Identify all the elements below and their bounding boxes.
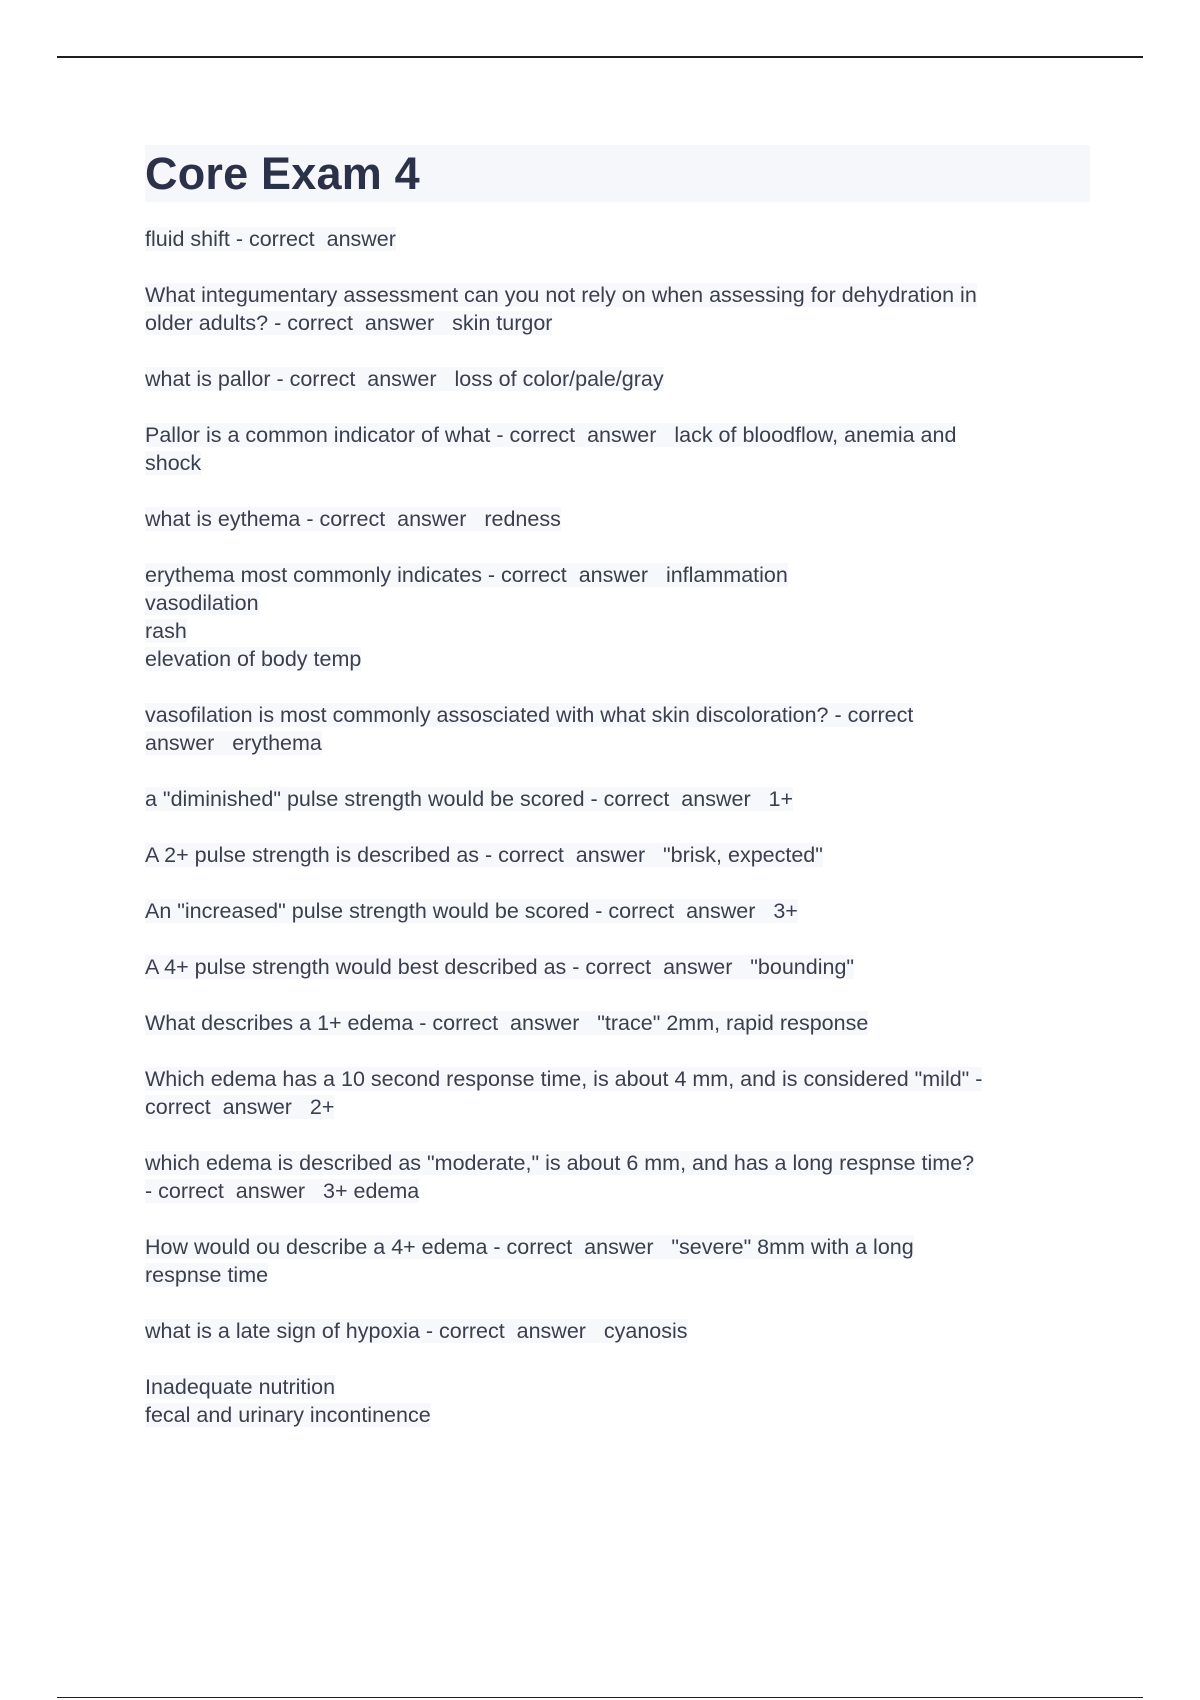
qa-item	[145, 561, 1090, 673]
qa-item	[145, 281, 1090, 337]
qa-text: A 2+ pulse strength is described as - correct answer "brisk, expected"	[145, 843, 823, 867]
qa-item	[145, 1233, 1090, 1289]
qa-text: what is eythema - correct answer redness	[145, 507, 561, 531]
qa-item	[145, 785, 1090, 813]
qa-item	[145, 897, 1090, 925]
qa-text: what is pallor - correct answer loss of color/pale/gray	[145, 367, 664, 391]
qa-item	[145, 365, 1090, 393]
bottom-rule	[57, 1697, 1143, 1698]
qa-text: vasofilation is most commonly assosciated with what skin discoloration? - correct answer erythema	[145, 703, 914, 755]
qa-item	[145, 701, 1090, 757]
qa-text: How would ou describe a 4+ edema - correct answer "severe" 8mm with a long respnse time	[145, 1235, 914, 1287]
qa-text: What describes a 1+ edema - correct answer "trace" 2mm, rapid response	[145, 1011, 869, 1035]
qa-text: what is a late sign of hypoxia - correct answer cyanosis	[145, 1319, 688, 1343]
title-box	[145, 145, 1090, 202]
qa-item	[145, 1317, 1090, 1345]
qa-text: which edema is described as "moderate," is about 6 mm, and has a long respnse time? - correct answer 3+ edema	[145, 1151, 975, 1203]
qa-text: Pallor is a common indicator of what - correct answer lack of bloodflow, anemia and shock	[145, 423, 957, 475]
qa-item	[145, 1149, 1090, 1205]
qa-text: a "diminished" pulse strength would be scored - correct answer 1+	[145, 787, 794, 811]
qa-item	[145, 1065, 1090, 1121]
qa-list	[145, 225, 1090, 1429]
qa-item	[145, 1009, 1090, 1037]
qa-text: erythema most commonly indicates - correct answer inflammation vasodilation rash elevation of body temp	[145, 563, 788, 671]
qa-item	[145, 421, 1090, 477]
qa-item	[145, 1373, 1090, 1429]
qa-text: A 4+ pulse strength would best described as - correct answer "bounding"	[145, 955, 855, 979]
qa-item	[145, 505, 1090, 533]
document-body	[145, 145, 1090, 1457]
page-title: Core Exam 4	[145, 148, 420, 199]
qa-item	[145, 841, 1090, 869]
qa-text: Which edema has a 10 second response time, is about 4 mm, and is considered "mild" - correct answer 2+	[145, 1067, 983, 1119]
top-rule	[57, 56, 1143, 58]
qa-text: An "increased" pulse strength would be scored - correct answer 3+	[145, 899, 798, 923]
qa-text: What integumentary assessment can you not rely on when assessing for dehydration in older adults? - correct answer skin turgor	[145, 283, 977, 335]
qa-item	[145, 225, 1090, 253]
qa-item	[145, 953, 1090, 981]
qa-text: fluid shift - correct answer	[145, 227, 396, 251]
qa-text: Inadequate nutrition fecal and urinary incontinence	[145, 1375, 431, 1427]
